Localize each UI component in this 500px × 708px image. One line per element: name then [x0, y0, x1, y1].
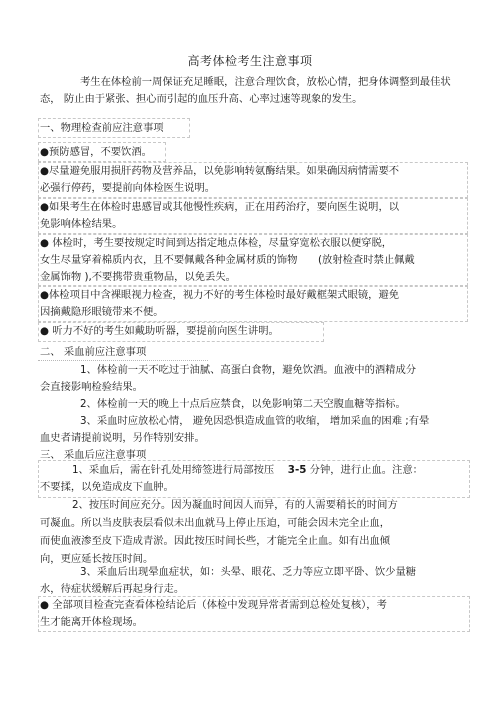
list-item: 1、体检前一天不吃过于油腻、高蛋白食物，避免饮酒。血液中的酒精成分 [80, 364, 417, 376]
list-item: 2、体检前一天的晚上十点后应禁食，以免影响第二天空腹血糖等指标。 [80, 398, 406, 410]
list-item: 2、按压时间应充分。因为凝血时间因人而异，有的人需要稍长的时间方 [72, 499, 398, 511]
bullet-item-continued: 生才能离开体检现场。 [40, 616, 143, 628]
list-item-text: 分钟，进行止血。注意： [306, 464, 423, 476]
bullet-item: ●体检项目中含裸眼视力检查，视力不好的考生体检时最好戴框架式眼镜，避免 [40, 289, 400, 301]
dotted-underline [38, 360, 208, 361]
list-item-continued: 水，待症状缓解后再起身行走。 [40, 583, 185, 595]
bullet-item-continued: 女生尽量穿着棉质内衣，且不要佩戴各种金属材质的饰物 (放射检查时禁止佩戴 [40, 254, 415, 266]
section-heading-1: 一、物理检查前应注意事项 [40, 122, 164, 134]
press-minutes: 3-5 [287, 464, 307, 476]
list-item-continued: 可凝血。所以当皮肤表层看似未出血就马上停止压迫，可能会因未完全止血， [40, 517, 391, 529]
list-item-text: 1、采血后，需在针孔处用缔签进行局部按压 [72, 464, 275, 476]
bullet-item: ● 体检时，考生要按规定时间到达指定地点体检，尽量穿宽松衣服以便穿脱， [40, 237, 393, 249]
list-item: 3、采血后出现晕血症状，如：头晕、眼花、乏力等应立即平卧、饮少量糖 [80, 566, 417, 578]
list-item-continued: 血史者请提前说明，另作特别安排。 [40, 432, 205, 444]
intro-paragraph: 考生在体检前一周保证充足睡眠，注意合理饮食，放松心情，把身体调整到最佳状态， 防止由于紧张、担心而引起的血压升高、心率过速等现象的发生。 [40, 76, 451, 105]
bullet-item: ● 听力不好的考生如戴助听器，要提前向医生讲明。 [40, 325, 279, 337]
document-title: 高考体检考生注意事项 [187, 54, 313, 68]
list-item [40, 462, 468, 479]
list-item-continued: 会直接影响检验结果。 [40, 381, 143, 393]
bullet-item: ● 全部项目检查完查看体检结论后（体检中发现异常者需到总检处复核），考 [40, 599, 387, 611]
bullet-item-continued: 免影响体检结果。 [40, 218, 123, 230]
bullet-item-continued: 金属饰物 ),不要携带贵重物品，以免丢失。 [40, 271, 236, 283]
list-item-continued: 向，更应延长按压时间。 [40, 553, 154, 565]
section-heading-3: 三、 采血后应注意事项 [40, 449, 147, 461]
section-heading-2: 二、 采血前应注意事项 [40, 346, 147, 358]
bullet-item-continued: 因摘戴隐形眼镜带来不便。 [40, 306, 164, 318]
bullet-item-continued: 必强行停药，要提前向体检医生说明。 [40, 182, 216, 194]
bullet-item: ●如果考生在体检时患感冒或其他慢性疾病，正在用药治疗，要向医生说明，以 [40, 201, 400, 213]
bullet-item: ●尽量避免服用损肝药物及营养品，以免影响转氨酶结果。如果确因病情需要不 [40, 165, 400, 177]
list-item: 3、采血时应放松心情， 避免因恐惧造成血管的收缩， 增加采血的困难 ;有晕 [80, 415, 430, 427]
bullet-item: ●预防感冒，不要饮酒。 [40, 146, 152, 158]
list-item-continued: 不要揉，以免造成皮下血肿。 [40, 481, 174, 493]
list-item-continued: 而使血液渗至皮下造成青淤。因此按压时间长些，才能完全止血。如有出血倾 [40, 535, 391, 547]
